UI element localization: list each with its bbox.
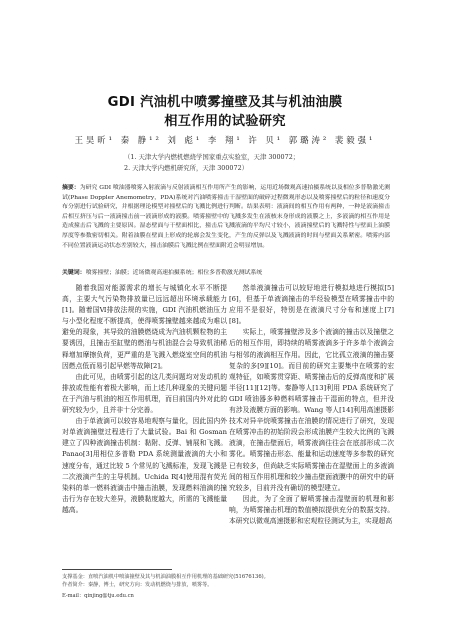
body-column-right xyxy=(229,283,394,527)
paragraph: 然单液滴撞击可以较好地进行模拟地进行模拟[5][6]，但基于单液滴撞击的半经验模型在喷雾撞击中的应用不是很好，特别是在液滴尺寸分布和速度上[7][8]。 xyxy=(229,284,394,326)
abstract xyxy=(62,183,390,251)
abstract-label: 摘要： xyxy=(62,184,80,191)
keywords xyxy=(62,268,390,278)
paper-title-line-1: GDI 汽油机中喷雾撞壁及其与机油油膜 xyxy=(107,95,343,110)
footnote-email: E-mail：qinjing@tju.edu.cn xyxy=(62,593,134,599)
paragraph: 随着我国对能源需求的增长与城镇化水平不断提高，主要大气污染物排放量已远远超出环境承载能力[1]。随着国Ⅵ排放法规的实施，GDI 汽油机燃油压力与小型化程度不断提高，使得喷雾撞壁越来越成为难以避免的现象，其导致的油膜燃烧成为汽油机颗粒物的主要诱因，且撞击至缸壁的燃油与机油混合会导致机油稀释增加摩擦负荷，更严重的是飞溅入燃烧室空间的机油因燃点低而易引起早燃等故障[2]。 xyxy=(62,284,227,370)
footnote-author-bio: 作者简介：秦静，博士，研究方向：发动机燃烧与排放，喷雾等。 xyxy=(62,582,213,588)
paragraph: 由此可见，由喷雾引起的这几类问题均对发动机的排放或性能有着极大影响，而上述几种现象的关键问题在于汽油与机油的相互作用机理，而目前国内外对此的研究较为少，且并非十分完善。 xyxy=(62,372,227,415)
affiliation-2: 2. 天津大学内燃机研究所，天津 300072） xyxy=(124,164,249,172)
keywords-text: 喷雾撞壁；油膜；近场微观高速拍摄系统；相位多普勒激光测试系统 xyxy=(85,270,263,276)
paragraph: 由于单液滴可以较容易地观察与量化，因此国内外对单液滴撞壁过程进行了大量试验。Bai 和 Gosman 建立了四种液滴撞击机制：黏附、反弹、铺展和飞溅。Panao[3]用相位多普勒 PDA 系统测量液滴的大小和速度分布，通过比较 5 个常见的飞溅标准，发现飞溅是二次液滴产生的主导机制。Uchida R[4]使用混有荧光染料的单一燃料液滴击中撞击油膜，发现燃料油滴的撞击行为存在较大差异，液膜黏度越大，所需的飞溅能量越高。 xyxy=(62,417,227,514)
footnote-funding: 支撑基金：直喷汽油机中喷油撞壁及其与机油油膜相互作用机理的基础研究(51676136)。 xyxy=(62,574,269,580)
affiliation-1: （1. 天津大学内燃机燃烧学国家重点实验室，天津 300072； xyxy=(124,153,300,161)
paragraph: 实际上，喷雾撞壁涉及多个液滴的撞击以及撞壁之后的相互作用，即持续的喷雾液滴多于许多单个液滴会与相邻的液滴相互作用。因此，它比孤立液滴的撞击要复杂的多[9][10]。而目前的研究主要集中在喷雾的宏观特征，如喷雾贯穿距、喷雾撞击后的反弹高度和扩展半径[11][12]等。秦静等人[13]利用 PDA 系统研究了 GDI 喷油器多种燃料喷雾撞击干湿面的特点，但并没有涉及液膜方面的影响。Wang 等人[14]利用高速摄影技术对异辛烷喷雾撞击在油膜的情况进行了研究，发现在喷雾冲击的初始阶段会形成油膜产生较大比例的飞溅液滴，在撞击壁面后，喷雾液滴往往会在底部形成二次雾化。喷雾撞击形态、能量和运动速度等多参数的研究已有较多，但尚缺乏实际喷雾撞击在湿壁面上的多液滴间的相互作用机理和较少撞击壁面液膜中的研究中的研究较多，目前并没有确切的模型建立。 xyxy=(229,328,394,492)
abstract-text: 为研究 GDI 喷油器喷雾入射液滴与反射液滴相互作用所产生的影响，运用近场微观高速拍摄系统以及相位多普勒激光测试(Phase Doppler Anemometry，PDA)系统对汽油喷雾撞击干湿壁面的破碎过程微观形态以及喷雾撞壁后的粒径和速度分布分别进行试验研究，并根据理论模型对撞壁后的飞溅比例进行判断。结果表明：液滴间的相互作用有两种，一种是液滴撞击后相互挤压与后一液滴撞击前一液滴形成的液膜。喷雾撞壁中的飞溅多发生在液核末身形成的液膜之上，多液滴的相互作用是造成撞击后飞溅的主要原因。湿态壁面与干壁面相比，撞击后飞溅液滴的平均尺寸较小，液滴撞壁后的飞溅特性与壁面上油膜厚度等参数密切相关。附着油膜在壁面上形成的轮廓会发生变化，产生的反弹以及飞溅液滴的时间与壁面关系紧密。喷雾内部不同位置液滴运动状态差别较大，撞击油膜后飞溅比例在壁面附近会明显增加。 xyxy=(62,185,391,249)
author-list: 王昊昕¹ 秦 静¹² 刘 彪¹ 李 翔¹ 许 贝¹ 郭璐涛² 裴毅强¹ xyxy=(74,135,376,145)
keywords-label: 关键词： xyxy=(62,269,86,276)
body-column-left xyxy=(62,283,227,516)
paper-title-line-2: 相互作用的试验研究 xyxy=(164,114,286,129)
footnote-divider xyxy=(62,569,172,570)
paragraph: 因此，为了全面了解喷雾撞击湿壁面的机理和影响，为喷雾撞击机理的数值模拟提供充分的数据支持。本研究以微观高速摄影和宏观粒径测试为主，实现超高 xyxy=(229,494,394,525)
